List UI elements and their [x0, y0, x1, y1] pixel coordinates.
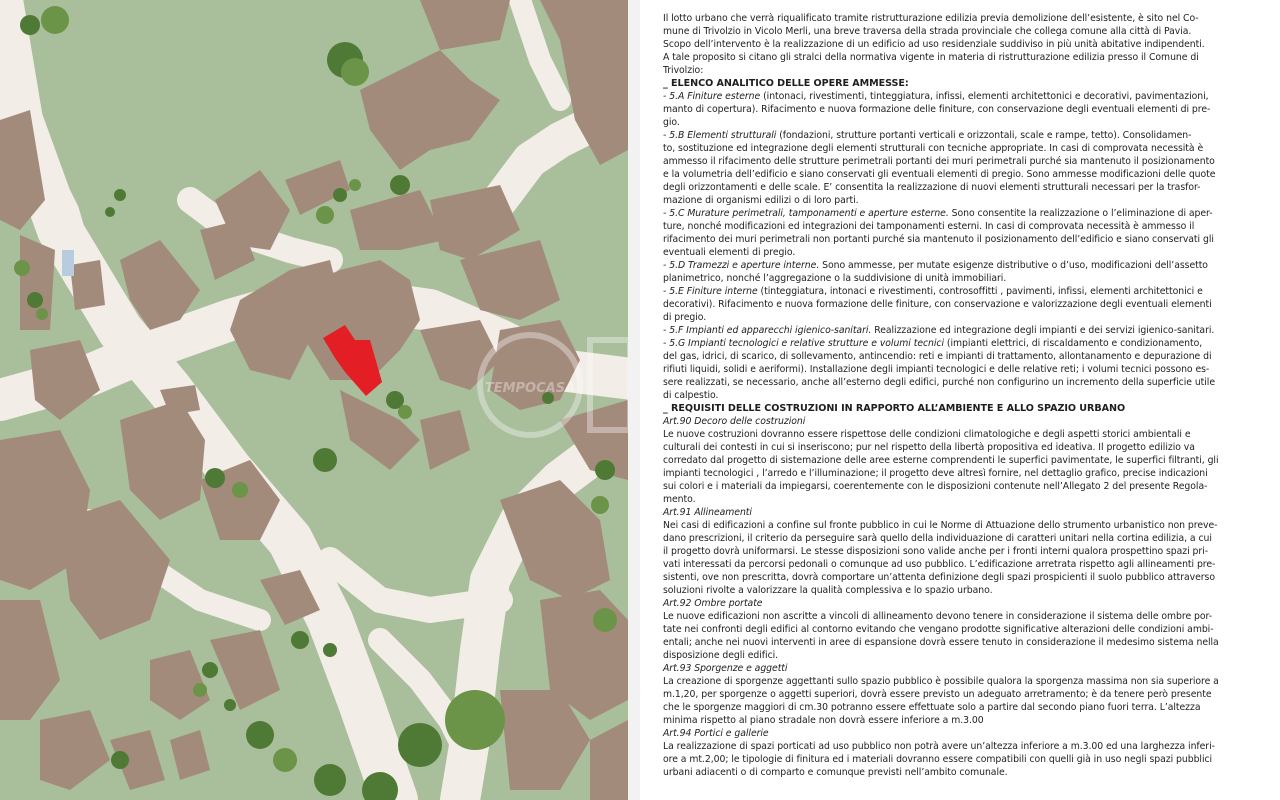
list-item-line: gio. — [663, 117, 680, 128]
article-line: La realizzazione di spazi porticati ad uso pubblico non potrà avere un’altezza inferiore a m.3.00 ed una larghezza inferi- — [663, 741, 1215, 752]
tree — [341, 58, 369, 86]
tree — [246, 721, 274, 749]
article-line: disposizione degli edifici. — [663, 650, 779, 661]
article-title: Art.94 Portici e gallerie — [663, 728, 769, 739]
tree — [314, 764, 346, 796]
tree — [323, 643, 337, 657]
section-heading-opere: _ ELENCO ANALITICO DELLE OPERE AMMESSE: — [663, 78, 909, 89]
list-item: - 5.A Finiture esterne (intonaci, rivestimenti, tinteggiatura, infissi, elementi architettonici e decorativi, pavimentazioni, — [663, 91, 1209, 102]
tree — [20, 15, 40, 35]
article-title: Art.90 Decoro delle costruzioni — [663, 416, 806, 427]
tempocasa-watermark-logo — [470, 330, 640, 440]
list-item-line: mazione di organismi edilizi o di loro parti. — [663, 195, 859, 206]
list-item-line: rifacimento dei muri perimetrali non portanti purché sia mantenuto il posizionamento dell’edificio e siano conservati gli — [663, 234, 1214, 245]
article-title: Art.92 Ombre portate — [663, 598, 763, 609]
tree — [105, 207, 115, 217]
list-item-line: to, sostituzione ed integrazione degli elementi strutturali con tecniche appropriate. In casi di comprovata necessità è — [663, 143, 1204, 154]
list-item-line: degli orizzontamenti e delle scale. E’ consentita la realizzazione di nuovi elementi strutturali necessari per la trasfor- — [663, 182, 1201, 193]
article-line: ore a mt.2,00; le tipologie di finitura ed i materiali dovranno essere compatibili con quelli già in uso negli spazi pubblici — [663, 754, 1213, 765]
tree — [14, 260, 30, 276]
list-item-line: planimetrico, nonché l’aggregazione o la suddivisione di unità immobiliari. — [663, 273, 1007, 284]
list-item-line: e la volumetria dell’edificio e siano conservati gli eventuali elementi di pregio. Sono ammesse modificazioni delle quote — [663, 169, 1216, 180]
article-line: tate nei confronti degli edifici al contorno evitando che vengano prodotte significative alterazioni delle condizioni ambi- — [663, 624, 1214, 635]
tree — [333, 188, 347, 202]
article-line: urbani adiacenti o di comparto e comunque previsti nell’ambito comunale. — [663, 767, 1008, 778]
article-line: m.1,20, per sporgenze o aggetti superiori, dovrà essere previsto un adeguato arretramento; è da tenere però presente — [663, 689, 1212, 700]
list-item-line: decorativi). Rifacimento e nuova formazione delle finiture, con conservazione e valorizzazione degli eventuali elementi — [663, 299, 1212, 310]
list-item-line: di pregio. — [663, 312, 707, 323]
section-heading-requisiti: _ REQUISITI DELLE COSTRUZIONI IN RAPPORTO ALL’AMBIENTE E ALLO SPAZIO URBANO — [663, 403, 1126, 414]
tree — [205, 468, 225, 488]
tree — [445, 690, 505, 750]
article-title: Art.91 Allineamenti — [663, 507, 752, 518]
tree — [390, 175, 410, 195]
article-line: minima rispetto al piano stradale non dovrà essere inferiore a m.3.00 — [663, 715, 984, 726]
watermark-brand: TEMPOCASA — [484, 381, 576, 396]
tree — [291, 631, 309, 649]
intro-line: Il lotto urbano che verrà riqualificato tramite ristrutturazione edilizia previa demolizione dell’esistente, è sito nel Co- — [663, 13, 1199, 24]
article-line: il progetto dovrà uniformarsi. Le stesse disposizioni sono valide anche per i fronti interni qualora prospettino spazi pri- — [663, 546, 1209, 557]
intro-line: mune di Trivolzio in Vicolo Merli, una breve traversa della strada provinciale che collega comune alla città di Pavia. — [663, 26, 1192, 37]
list-item-line: di calpestio. — [663, 390, 719, 401]
intro-line: Scopo dell’intervento è la realizzazione di un edificio ad uso residenziale suddiviso in più unità abitative indipendenti. — [663, 39, 1205, 50]
tree — [193, 683, 207, 697]
tree — [316, 206, 334, 224]
document-text — [663, 12, 1263, 779]
article-line: dano prescrizioni, il criterio da perseguire sarà quello della individuazione di caratteri unitari nella cortina edilizia, a cui — [663, 533, 1212, 544]
tree — [36, 308, 48, 320]
list-item: - 5.D Tramezzi e aperture interne. Sono ammesse, per mutate esigenze distributive o d’uso, modificazioni dell’assetto — [663, 260, 1208, 271]
tree — [593, 608, 617, 632]
article-line: impianti tecnologici , l’arredo e l’illuminazione; il progetto deve altresì fornire, nel dettaglio grafico, precise indicazioni — [663, 468, 1208, 479]
tree — [273, 748, 297, 772]
article-line: La creazione di sporgenze aggettanti sullo spazio pubblico è possibile qualora la sporgenza massima non sia superiore a — [663, 676, 1219, 687]
tree — [41, 6, 69, 34]
article-line: soluzioni rivolte a valorizzare la qualità complessiva e lo spazio urbano. — [663, 585, 993, 596]
list-item-line: rifiuti liquidi, solidi e aeriformi). Installazione degli impianti tecnologici e delle relative reti; i volumi tecnici possono es- — [663, 364, 1210, 375]
list-item: - 5.F Impianti ed apparecchi igienico-sanitari. Realizzazione ed integrazione degli impianti e dei servizi igienico-sanitari. — [663, 325, 1215, 336]
list-item-line: ture, nonché modificazioni ed integrazioni dei tamponamenti esterni. In casi di comprovata necessità è ammesso il — [663, 221, 1195, 232]
intro-line: Trivolzio: — [663, 65, 704, 76]
tree — [232, 482, 248, 498]
tree — [595, 460, 615, 480]
page-divider — [628, 0, 640, 800]
list-item-line: del gas, idrici, di scarico, di sollevamento, antincendio: reti e impianti di trattamento, allontanamento e depurazione di — [663, 351, 1212, 362]
tree — [398, 405, 412, 419]
tree — [313, 448, 337, 472]
tree — [398, 723, 442, 767]
article-line: Le nuove costruzioni dovranno essere rispettose delle condizioni climatologiche e degli aspetti storici ambientali e — [663, 429, 1191, 440]
article-line: Nei casi di edificazioni a confine sul fronte pubblico in cui le Norme di Attuazione dello strumento urbanistico non preve- — [663, 520, 1218, 531]
list-item-line: sere realizzati, se necessario, anche all’esterno degli edifici, purché non configurino un incremento della superficie utile — [663, 377, 1216, 388]
tree — [349, 179, 361, 191]
list-item-line: eventuali elementi di pregio. — [663, 247, 796, 258]
list-item: - 5.E Finiture interne (tinteggiatura, intonaci e rivestimenti, controsoffitti , pavimenti, infissi, elementi architettonici e — [663, 286, 1203, 297]
tree — [591, 496, 609, 514]
intro-line: A tale proposito si citano gli stralci della normativa vigente in materia di ristrutturazione edilizia presso il Comune di — [663, 52, 1199, 63]
building — [70, 260, 105, 310]
tree — [224, 699, 236, 711]
article-line: sistenti, ove non prescritta, dovrà comportare un’attenta definizione degli spazi prospicienti il suolo pubblico attraverso — [663, 572, 1215, 583]
list-item: - 5.B Elementi strutturali (fondazioni, strutture portanti verticali e orizzontali, scale e rampe, tetto). Consolidamen- — [663, 130, 1192, 141]
article-line: culturali dei contesti in cui si inseriscono; pur nel rispetto della libertà propositiva ed ideativa. Il progetto edilizio va — [663, 442, 1195, 453]
article-line: Le nuove edificazioni non ascritte a vincoli di allineamento devono tenere in considerazione il sistema delle ombre por- — [663, 611, 1213, 622]
article-line: entali; anche nei nuovi interventi in aree di espansione dovrà essere tenuto in considerazione il medesimo sistema nella — [663, 637, 1219, 648]
tree — [27, 292, 43, 308]
pool — [62, 250, 74, 276]
list-item: - 5.G Impianti tecnologici e relative strutture e volumi tecnici (impianti elettrici, di riscaldamento e condizionamento, — [663, 338, 1203, 349]
article-title: Art.93 Sporgenze e aggetti — [663, 663, 788, 674]
tree — [114, 189, 126, 201]
list-item-line: manto di copertura). Rifacimento e nuova formazione delle finiture, con conservazione degli eventuali elementi di pre- — [663, 104, 1211, 115]
article-line: vati interessati da percorsi pedonali o comunque ad uso pubblico. L’edificazione arretrata rispetto agli allineamenti pre- — [663, 559, 1216, 570]
tree — [202, 662, 218, 678]
article-line: che le sporgenze maggiori di cm.30 potranno essere effettuate solo a partire dal secondo piano fuori terra. L’altezza — [663, 702, 1201, 713]
article-line: sui colori e i materiali da impiegarsi, coerentemente con le disposizioni contenute nell’Allegato 2 del presente Regola- — [663, 481, 1208, 492]
list-item-line: ammesso il rifacimento delle strutture perimetrali portanti dei muri perimetrali purché sia mantenuto il posizionamento — [663, 156, 1215, 167]
tree — [111, 751, 129, 769]
article-line: mento. — [663, 494, 696, 505]
article-line: corredato dal progetto di sistemazione delle aree esterne comprendenti le superfici pavimentate, le superfici filtranti, gli — [663, 455, 1219, 466]
list-item: - 5.C Murature perimetrali, tamponamenti e aperture esterne. Sono consentite la realizzazione o l’eliminazione di aper- — [663, 208, 1213, 219]
